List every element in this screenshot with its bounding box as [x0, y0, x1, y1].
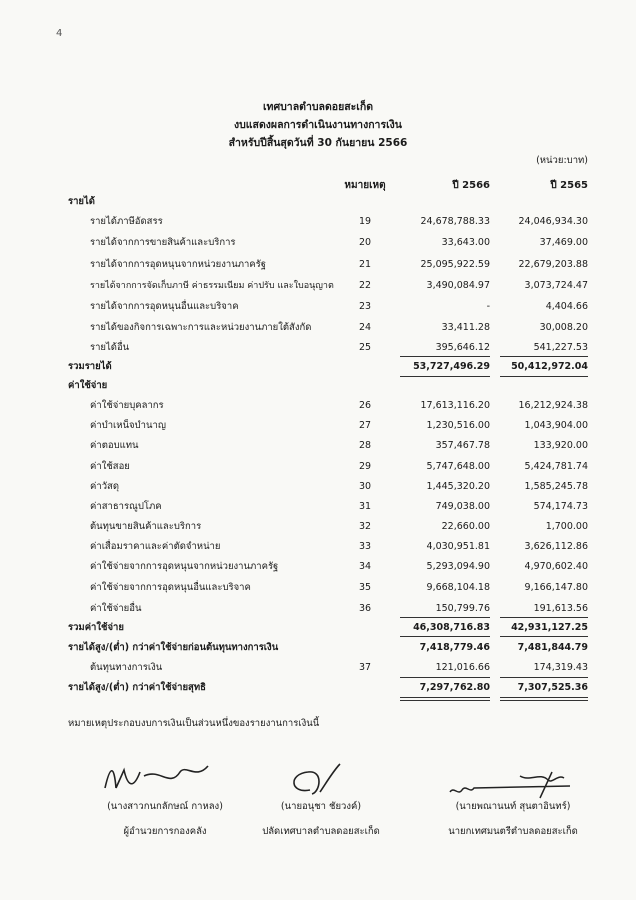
row-note: 19 [358, 216, 372, 227]
row-note: 24 [358, 322, 372, 333]
row-value-2566: 395,646.12 [435, 342, 490, 353]
statement-period: สำหรับปีสิ้นสุดวันที่ 30 กันยายน 2566 [228, 137, 408, 149]
row-note: 31 [358, 501, 372, 512]
table-row [0, 459, 636, 475]
net-row [0, 680, 636, 696]
total-revenue-label: รวมรายได้ [68, 361, 112, 372]
double-rule [400, 697, 490, 698]
row-note: 33 [358, 541, 372, 552]
signatory-3-title: นายกเทศมนตรีตำบลดอยสะเก็ด [448, 826, 578, 837]
row-note: 35 [358, 582, 372, 593]
row-note: 36 [358, 603, 372, 614]
row-value-2565: 30,008.20 [539, 322, 588, 333]
row-value-2565: 22,679,203.88 [518, 259, 588, 270]
subtotal-rule [500, 356, 588, 357]
signatory-2-name: (นายอนุชา ชัยวงค์) [280, 801, 362, 812]
row-note: 26 [358, 400, 372, 411]
total-revenue-row [0, 359, 636, 375]
table-row [0, 320, 636, 336]
row-value-2565: 4,404.66 [545, 301, 588, 312]
total-rule [500, 376, 588, 377]
row-label: ค่าเสื่อมราคาและค่าตัดจำหน่าย [90, 541, 221, 552]
table-row [0, 559, 636, 575]
revenue-heading-label: รายได้ [68, 196, 95, 207]
row-note: 27 [358, 420, 372, 431]
row-label: รายได้จากการอุดหนุนจากหน่วยงานภาครัฐ [90, 259, 266, 270]
row-label: รายได้จากการจัดเก็บภาษี ค่าธรรมเนียม ค่าปรับ และใบอนุญาต [90, 281, 334, 291]
row-value-2566: 22,660.00 [441, 521, 490, 532]
total-expense-label: รวมค่าใช้จ่าย [68, 622, 124, 633]
row-label: ค่าใช้จ่ายอื่น [90, 603, 142, 614]
before-finance-row [0, 640, 636, 656]
table-row [0, 539, 636, 555]
expense-heading [0, 378, 636, 394]
row-value-2566: 150,799.76 [435, 603, 490, 614]
table-row [0, 479, 636, 495]
org-name: เทศบาลตำบลดอยสะเก็ด [262, 101, 374, 113]
subtotal-rule [400, 677, 490, 678]
corner-mark: 4 [56, 28, 63, 39]
row-label: รายได้จากการขายสินค้าและบริการ [90, 237, 236, 248]
double-rule [500, 700, 588, 701]
row-value-2566: 1,445,320.20 [426, 481, 490, 492]
row-value-2566: 24,678,788.33 [420, 216, 490, 227]
subtotal-rule [500, 677, 588, 678]
row-value-2566: 357,467.78 [435, 440, 490, 451]
row-value-2565: 5,424,781.74 [524, 461, 588, 472]
table-row [0, 257, 636, 273]
total-revenue-2565: 50,412,972.04 [511, 361, 588, 372]
row-value-2565: 1,700.00 [545, 521, 588, 532]
signatory-1-name: (นางสาวกนกลักษณ์ กาหลง) [107, 801, 223, 812]
row-note: 34 [358, 561, 372, 572]
row-value-2566: 5,747,648.00 [426, 461, 490, 472]
before-finance-2565: 7,481,844.79 [517, 642, 588, 653]
signatory-3-name: (นายพณานนท์ สุนตาอินทร์) [455, 801, 571, 812]
row-note: 25 [358, 342, 372, 353]
signatory-1-title: ผู้อำนวยการกองคลัง [123, 826, 207, 837]
subtotal-rule [500, 617, 588, 618]
double-rule [400, 700, 490, 701]
row-value-2566: 9,668,104.18 [426, 582, 490, 593]
expense-heading-label: ค่าใช้จ่าย [68, 380, 108, 391]
double-rule [500, 697, 588, 698]
signature-block-3 [418, 797, 608, 839]
net-2565: 7,307,525.36 [517, 682, 588, 693]
table-row [0, 418, 636, 434]
row-value-2566: 4,030,951.81 [426, 541, 490, 552]
row-note: 32 [358, 521, 372, 532]
before-finance-label: รายได้สูง/(ต่ำ) กว่าค่าใช้จ่ายก่อนต้นทุนทางการเงิน [68, 642, 279, 653]
row-note: 29 [358, 461, 372, 472]
row-value-2565: 133,920.00 [533, 440, 588, 451]
row-value-2566: - [486, 301, 490, 312]
total-revenue-2566: 53,727,496.29 [413, 361, 490, 372]
row-value-2565: 3,073,724.47 [524, 280, 588, 291]
subtotal-rule [400, 356, 490, 357]
table-row [0, 438, 636, 454]
total-rule [400, 636, 490, 637]
row-value-2565: 37,469.00 [539, 237, 588, 248]
row-label: ค่าใช้จ่ายจากการอุดหนุนอื่นและบริจาค [90, 582, 251, 593]
net-label: รายได้สูง/(ต่ำ) กว่าค่าใช้จ่ายสุทธิ [68, 682, 206, 693]
table-row [0, 398, 636, 414]
revenue-heading [0, 194, 636, 210]
table-row [0, 278, 636, 294]
row-label: รายได้จากการอุดหนุนอื่นและบริจาค [90, 301, 239, 312]
before-finance-2566: 7,418,779.46 [419, 642, 490, 653]
row-value-2565: 24,046,934.30 [518, 216, 588, 227]
row-label: ค่าใช้จ่ายบุคลากร [90, 400, 164, 411]
year-2565-header: ปี 2565 [550, 180, 588, 191]
table-row [0, 519, 636, 535]
row-value-2566: 5,293,094.90 [426, 561, 490, 572]
row-note: 30 [358, 481, 372, 492]
total-expense-2566: 46,308,716.83 [413, 622, 490, 633]
table-row [0, 235, 636, 251]
row-value-2566: 33,643.00 [441, 237, 490, 248]
signature-block-2 [226, 797, 416, 839]
table-row [0, 340, 636, 356]
row-value-2565: 541,227.53 [533, 342, 588, 353]
row-value-2565: 1,585,245.78 [524, 481, 588, 492]
note-column-header: หมายเหตุ [344, 180, 386, 191]
row-value-2565: 9,166,147.80 [524, 582, 588, 593]
total-expense-row [0, 620, 636, 636]
total-rule [500, 636, 588, 637]
row-label: ค่าสาธารณูปโภค [90, 501, 162, 512]
row-label: ค่าตอบแทน [90, 440, 139, 451]
row-value-2565: 574,174.73 [533, 501, 588, 512]
row-label: ค่าใช้จ่ายจากการอุดหนุนจากหน่วยงานภาครัฐ [90, 561, 279, 572]
row-value-2566: 33,411.28 [441, 322, 490, 333]
total-expense-2565: 42,931,127.25 [511, 622, 588, 633]
subtotal-rule [400, 617, 490, 618]
row-label: ค่าวัสดุ [90, 481, 119, 492]
finance-cost-note: 37 [358, 662, 372, 673]
footnote: หมายเหตุประกอบงบการเงินเป็นส่วนหนึ่งของรายงานการเงินนี้ [68, 718, 320, 729]
row-value-2565: 1,043,904.00 [524, 420, 588, 431]
row-value-2566: 25,095,922.59 [420, 259, 490, 270]
finance-cost-2566: 121,016.66 [435, 662, 490, 673]
year-2566-header: ปี 2566 [452, 180, 490, 191]
signature-1-image [100, 758, 220, 798]
finance-cost-row [0, 660, 636, 676]
row-value-2566: 3,490,084.97 [426, 280, 490, 291]
row-value-2566: 749,038.00 [435, 501, 490, 512]
row-label: รายได้ของกิจการเฉพาะการและหน่วยงานภายใต้สังกัด [90, 322, 312, 333]
row-label: ต้นทุนขายสินค้าและบริการ [90, 521, 202, 532]
total-rule [400, 376, 490, 377]
row-label: รายได้อื่น [90, 342, 130, 353]
statement-title: งบแสดงผลการดำเนินงานทางการเงิน [234, 119, 402, 131]
row-value-2566: 17,613,116.20 [420, 400, 490, 411]
row-note: 28 [358, 440, 372, 451]
row-value-2565: 4,970,602.40 [524, 561, 588, 572]
table-row [0, 299, 636, 315]
finance-cost-2565: 174,319.43 [533, 662, 588, 673]
table-row [0, 580, 636, 596]
row-note: 22 [358, 280, 372, 291]
row-value-2565: 3,626,112.86 [524, 541, 588, 552]
row-note: 20 [358, 237, 372, 248]
row-note: 21 [358, 259, 372, 270]
row-value-2565: 191,613.56 [533, 603, 588, 614]
row-note: 23 [358, 301, 372, 312]
row-value-2566: 1,230,516.00 [426, 420, 490, 431]
finance-cost-label: ต้นทุนทางการเงิน [90, 662, 163, 673]
table-row [0, 214, 636, 230]
row-value-2565: 16,212,924.38 [518, 400, 588, 411]
net-2566: 7,297,762.80 [419, 682, 490, 693]
row-label: รายได้ภาษีอัดสรร [90, 216, 163, 227]
row-label: ค่าใช้สอย [90, 461, 130, 472]
table-row [0, 499, 636, 515]
row-label: ค่าบำเหน็จบำนาญ [90, 420, 166, 431]
table-row [0, 601, 636, 617]
signatory-2-title: ปลัดเทศบาลตำบลดอยสะเก็ด [262, 826, 380, 837]
unit-label: (หน่วย:บาท) [536, 155, 588, 166]
